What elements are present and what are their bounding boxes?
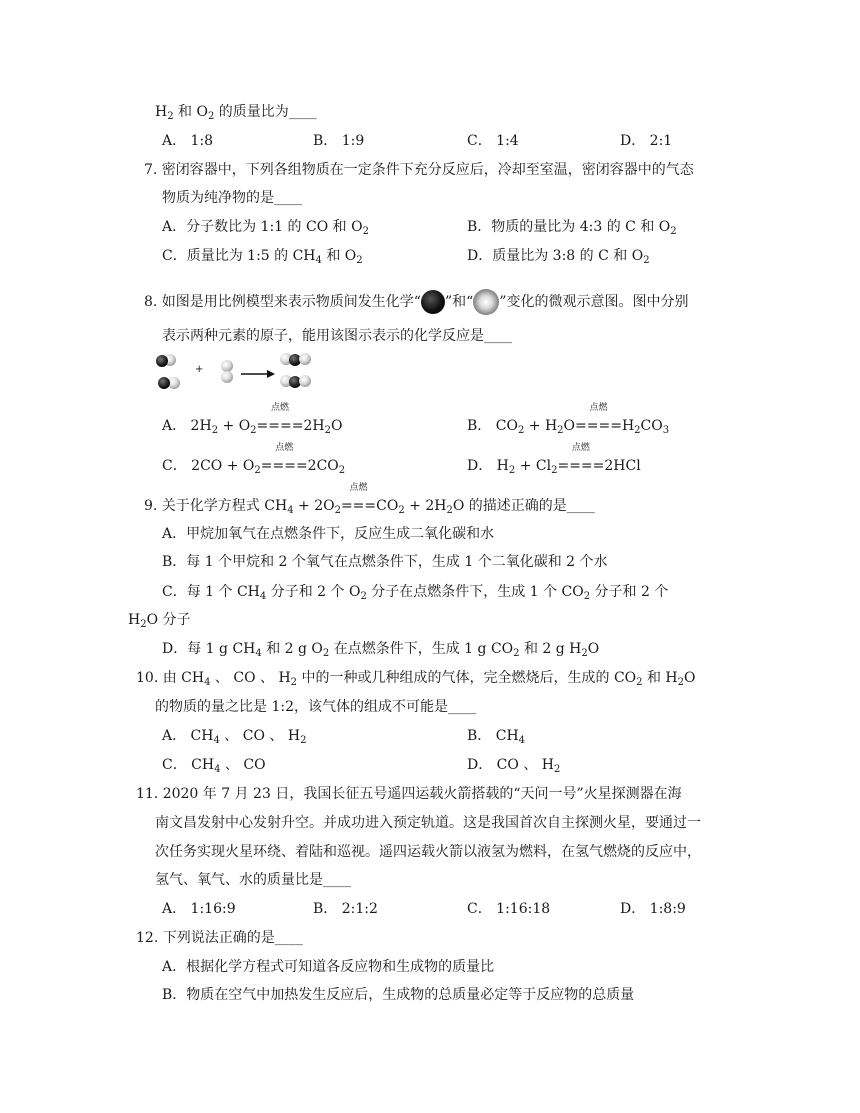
q8-stem-line1 [144, 287, 688, 317]
q12-option-a: A．根据化学方程式可知道各反应物和生成物的质量比 [162, 959, 495, 975]
q8-option-d [467, 443, 641, 476]
q12-stem: 12. 下列说法正确的是____ [136, 930, 303, 946]
text: CO [640, 418, 663, 434]
text: ==== [557, 458, 605, 474]
text: B．物质的量比为 4:3 的 C 和 O [467, 219, 671, 235]
text: 10. 由 CH [136, 670, 205, 686]
q9-option-b: B．每 1 个甲烷和 2 个氧气在点燃条件下，生成 1 个二氧化碳和 2 个水 [162, 554, 608, 570]
text: 2CO [307, 458, 339, 474]
sub: 2 [643, 255, 650, 266]
equation-arrow [557, 443, 605, 476]
equation-arrow [575, 403, 622, 436]
text: ”变化的微观示意图。图中分别 [499, 294, 689, 310]
text: 中的一种或几种组成的气体，完全燃烧后，生成的 CO [297, 670, 637, 686]
sub: 2 [322, 648, 330, 659]
q9-option-c [162, 582, 668, 602]
text: H [128, 612, 141, 628]
sub: 2 [636, 677, 643, 688]
equation-arrow [256, 403, 304, 436]
text: === [340, 498, 377, 514]
q10-option-a [162, 726, 306, 746]
q9-option-d [162, 639, 599, 659]
q11-option-c: C． 1:16:18 [467, 901, 551, 917]
q10-stem-line1 [136, 668, 695, 688]
text: 8. 如图是用比例模型来表示物质间发生化学“ [144, 294, 421, 310]
text: O [587, 641, 600, 657]
sub: 2 [356, 255, 363, 266]
sub: 2 [250, 425, 257, 436]
text: A．分子数比为 1:1 的 CO 和 O [162, 219, 363, 235]
text: 和 2 g O [261, 641, 323, 657]
q6-option-c: C． 1:4 [467, 133, 519, 149]
sub: 2 [211, 425, 219, 436]
text: + Cl [515, 458, 552, 474]
text: 在点燃条件下，生成 1 g CO [329, 641, 514, 657]
sub: 2 [677, 677, 684, 688]
sub: 2 [140, 619, 147, 630]
q7-option-c [162, 246, 363, 266]
q6-option-d: D． 2:1 [620, 133, 673, 149]
text: 、 CO 、 H [210, 670, 291, 686]
q10-stem-line2: 的物质的量之比是 1:2，该气体的组成不可能是____ [155, 699, 476, 715]
q11-stem-line1: 11. 2020 年 7 月 23 日，我国长征五号遥四运载火箭搭载的“天问一号”火星探测器在海 [136, 786, 682, 802]
text: 的质量比为____ [214, 104, 317, 120]
equation-arrow [340, 483, 377, 516]
text: ==== [256, 418, 304, 434]
atom-light [221, 371, 233, 383]
q8-option-c [162, 443, 346, 476]
text: 、 CO [220, 757, 266, 773]
sub: 2 [446, 505, 453, 516]
sub: 4 [214, 764, 221, 775]
sub: 2 [553, 764, 561, 775]
text: C．质量比为 1:5 的 CH [162, 248, 316, 264]
text: 分子和 2 个 [590, 584, 669, 600]
condition-label: 点燃 [589, 403, 608, 413]
text: D． H [467, 458, 509, 474]
text: O [563, 418, 576, 434]
q10-option-d [467, 755, 560, 775]
sub: 4 [255, 648, 262, 659]
atom-dark [156, 355, 168, 367]
text: + 2O [293, 498, 335, 514]
condition-label: 点燃 [275, 443, 294, 453]
sub: 2 [334, 505, 341, 516]
text: + H [524, 418, 558, 434]
text: + O [218, 418, 251, 434]
text: + 2H [404, 498, 447, 514]
q7-stem-line2: 物质为纯净物的是____ [162, 190, 302, 206]
sub: 2 [300, 735, 307, 746]
q8-option-b [467, 403, 670, 436]
text: A． 2H [162, 418, 212, 434]
q6-stem [155, 102, 317, 122]
q9-stem [144, 483, 595, 516]
text: B． CH [467, 728, 519, 744]
reaction-diagram [155, 350, 315, 396]
light-atom-icon [473, 289, 499, 315]
text: ”和“ [444, 294, 474, 310]
text: C． 2CO + O [162, 458, 255, 474]
text: H [155, 104, 168, 120]
text: ==== [260, 458, 308, 474]
q7-option-a [162, 217, 369, 237]
text: ==== [575, 418, 622, 434]
q11-option-d: D． 1:8:9 [620, 901, 686, 917]
text: C． CH [162, 757, 215, 773]
sub: 4 [213, 735, 220, 746]
q11-stem-line4: 氢气、氧气、水的质量比是____ [155, 872, 351, 888]
text: B． CO [467, 418, 518, 434]
condition-label: 点燃 [349, 483, 368, 493]
q11-option-a: A． 1:16:9 [162, 901, 236, 917]
atom-dark [158, 377, 170, 389]
text: D．质量比为 3:8 的 C 和 O [467, 248, 644, 264]
q8-stem-line2: 表示两种元素的原子，能用该图示表示的化学反应是____ [162, 328, 512, 344]
sub: 2 [634, 425, 641, 436]
q11-stem-line3: 次任务实现火星环绕、着陆和巡视。遥四运载火箭以液氢为燃料，在氢气燃烧的反应中， [155, 844, 701, 860]
q12-option-b: B．物质在空气中加热发生反应后，生成物的总质量必定等于反应物的总质量 [162, 987, 635, 1003]
sub: 2 [362, 226, 369, 237]
sub: 4 [315, 255, 322, 266]
sub: 2 [557, 425, 564, 436]
text: C．每 1 个 CH [162, 584, 260, 600]
sub: 2 [513, 648, 520, 659]
q7-option-d [467, 246, 650, 266]
text: O 分子 [146, 612, 191, 628]
text: 和 O [321, 248, 357, 264]
condition-label: 点燃 [571, 443, 590, 453]
text: CO [376, 498, 399, 514]
q10-option-c [162, 755, 266, 775]
plus-sign: + [195, 364, 204, 375]
q7-stem-line1: 7. 密闭容器中，下列各组物质在一定条件下充分反应后，冷却至室温，密闭容器中的气态 [144, 162, 694, 178]
sub: 2 [254, 465, 261, 476]
text: A． CH [162, 728, 214, 744]
dark-atom-icon [421, 290, 445, 314]
sub: 2 [398, 505, 405, 516]
q6-option-b: B． 1:9 [313, 133, 365, 149]
text: 和 O [173, 104, 208, 120]
sub: 2 [583, 591, 591, 602]
text: 分子和 2 个 O [266, 584, 361, 600]
text: O [330, 418, 343, 434]
text: H [621, 418, 635, 434]
sub: 2 [581, 648, 588, 659]
q10-option-b [467, 726, 525, 746]
sub: 2H [303, 418, 325, 434]
sub: 2 [508, 465, 516, 476]
q11-stem-line2: 南文昌发射中心发射升空。并成功进入预定轨道。这是我国首次自主探测火星，要通过一 [155, 815, 701, 831]
text: 、 CO 、 H [219, 728, 301, 744]
sub: 2 [207, 111, 215, 122]
equation-arrow [260, 443, 308, 476]
q11-option-b: B． 2:1:2 [313, 901, 378, 917]
sub: 4 [204, 677, 211, 688]
sub: 2 [517, 425, 525, 436]
atom-light [299, 353, 311, 365]
text: O 的描述正确的是____ [452, 498, 595, 514]
text: O [684, 670, 696, 686]
sub: 2 [360, 591, 367, 602]
q9-option-a: A．甲烷加氧气在点燃条件下，反应生成二氧化碳和水 [162, 526, 495, 542]
text: 和 2 g H [519, 641, 582, 657]
sub: 4 [518, 735, 526, 746]
sub: 4 [259, 591, 267, 602]
sub: 2 [338, 465, 346, 476]
text: D．每 1 g CH [162, 641, 256, 657]
q6-option-a: A． 1:8 [162, 133, 214, 149]
atom-light [299, 375, 311, 387]
text: 和 H [642, 670, 678, 686]
sub: 2 [551, 465, 558, 476]
text: D． CO 、 H [467, 757, 554, 773]
q8-option-a [162, 403, 343, 436]
q7-option-b [467, 217, 677, 237]
sub: 2 [167, 111, 174, 122]
sub: 4 [287, 505, 294, 516]
sub: 3 [662, 425, 670, 436]
text: 分子在点燃条件下，生成 1 个 CO [366, 584, 584, 600]
condition-label: 点燃 [270, 403, 290, 413]
sub: 2 [670, 226, 677, 237]
sub: 2 [324, 425, 331, 436]
text: 9. 关于化学方程式 CH [144, 498, 288, 514]
sub: 2 [290, 677, 298, 688]
text: 2HCl [604, 458, 641, 474]
arrow-icon [241, 369, 275, 379]
q9-option-c-cont [128, 610, 191, 630]
